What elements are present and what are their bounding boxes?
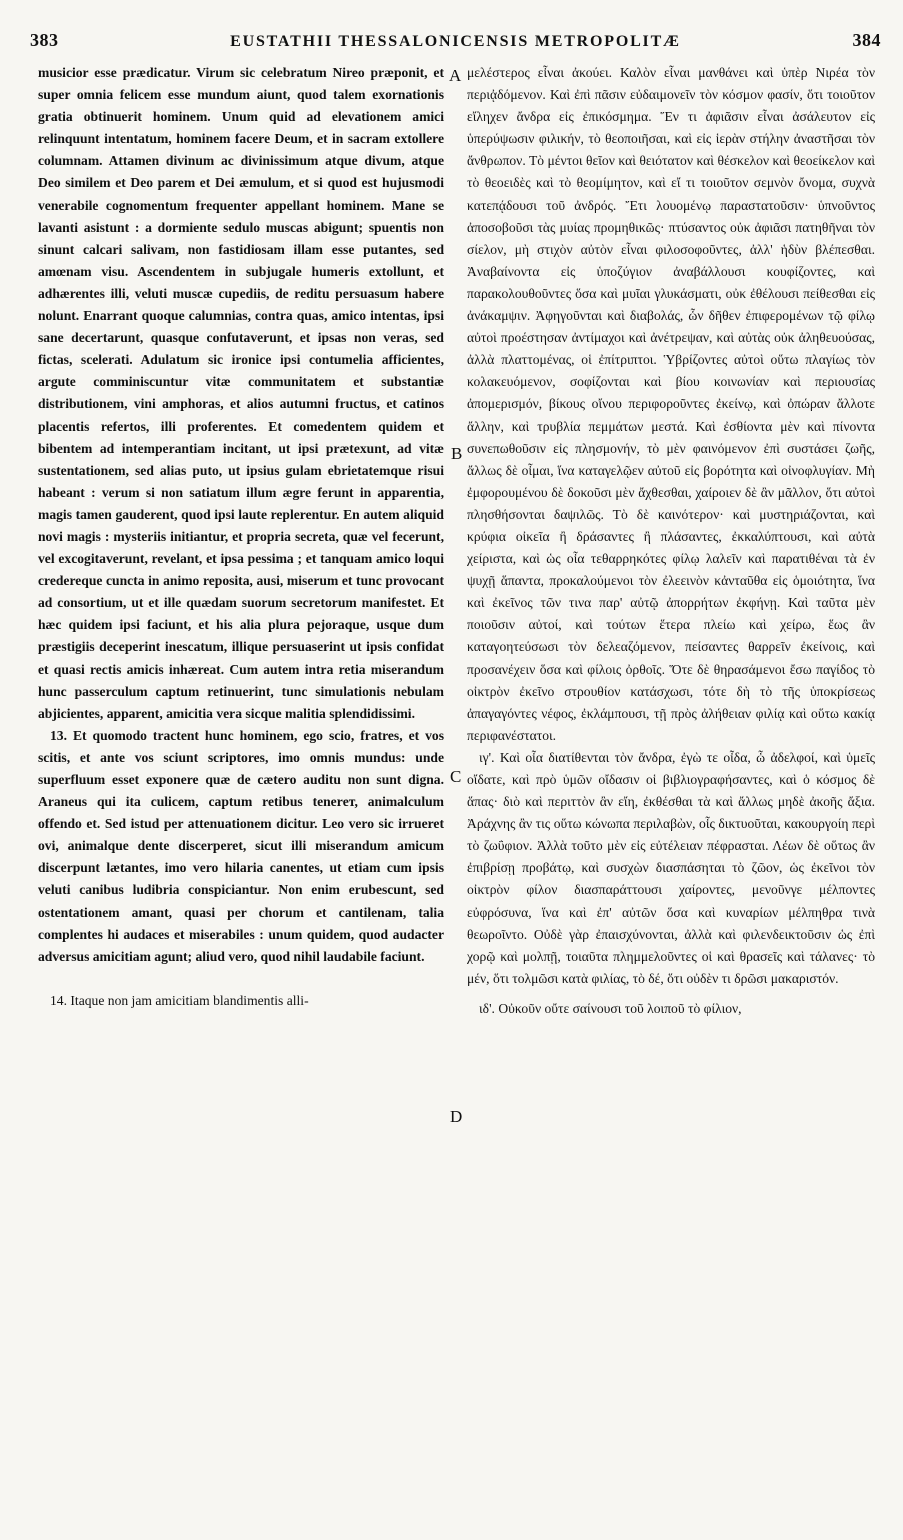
greek-paragraph-13 <box>467 747 875 990</box>
running-title: EUSTATHII THESSALONICENSIS METROPOLITÆ <box>230 33 681 50</box>
latin-paragraph-14-text: Itaque non jam amicitiam blandimentis alli- <box>70 992 309 1008</box>
latin-paragraph-13 <box>38 725 444 968</box>
latin-paragraph-1: musicior esse prædicatur. Virum sic celebratum Nireo præponit, et super omnia felicem esse mundum aiunt, quod talem exornationis gratia obtinuerit hominem. Unum quid ad elevationem amici relinquunt intentatum, hominem facere Deum, et in sacram extollere columnam. Attamen divinum ac divinissimum atque divum, atque Deo similem et Deo parem et Dei æmulum, et si quod est hujusmodi venerabile cognomentum frequenter appellant hominem. Mane se lavanti asistunt : a dormiente sedulo muscas abigunt; spuentis non sinunt calcari salivam, non fastidiosam illam esse putantes, sed amœnam visu. Ascendentem in subjugale humeris extollunt, et adhærentes illi, veluti muscæ cupediis, de reditu persuasum habere nolunt. Enarrant quoque calumnias, contra quas, amico intentas, ipsi sane decertarunt, quasque confutaverunt, et ipsas non veras, sed fictas, scelerati. Adulatum sic ironice ipsi contumelia afficientes, argute comminiscuntur vitæ communitatem et substantiæ distributionem, vini amphoras, et alios autumni fructus, et catinos placentis refertos, illi proferentes. Et comedentem quidem et bibentem ad intemperantiam incitant, ut ipsi prætexunt, ad vitæ sustentationem, sed alias puto, ut ipsius gulam ebrietatemque risui habeant : verum si non satiatum illum ægre ferunt in apparentia, magis tamen gauderent, quod ipsi laute replerentur. En autem aliquid novi magis : mysteriis initiantur, et propria secreta, quæ vel fecerunt, vel excogitaverunt, revelant, et ipsa pessima ; et tanquam amico loqui credereque cuncta in animo reposita, ausi, miserum et tunc provocant ad consortium, ut et ille quædam suorum secretorum manifestet. Et hæc quidem ipsi faciunt, et his alia plura pejoraque, usque dum præstigiis deceperint inescatum, illique persuaserint ut ipsis confidat et quasi rectis amicis inhæreat. Cum autem intra retia miserandum hunc passerculum captum retinuerint, tunc simulationis nebulam abjicientes, apparent, amicitia vera sicque malitia splendidissimi. <box>38 65 444 721</box>
running-header <box>30 30 881 56</box>
greek-section-number-14: ιδ'. <box>479 1000 495 1016</box>
margin-marker-d: D <box>450 1107 463 1126</box>
greek-column <box>467 62 875 1020</box>
page-number-left: 383 <box>30 30 59 50</box>
margin-marker-a: A <box>449 66 462 85</box>
latin-paragraph-13-text: Et quomodo tractent hunc hominem, ego scio, fratres, et vos scitis, et ante vos sciunt scriptores, imo omnis mundus: unde superfluum esset exponere quæ de cætero auditu non sunt digna. Araneus qui ita culicem, captum retibus tenerет, animalculum offendo et. Sed istud per attenuationem dicitur. Leo vero sic irrueret ovi, animalque dente discerperet, sicut illi miserandum amicum discerpunt lætantes, imo vero hilaria canentes, ut etiam cum ipsis veluti canibus ludibria conspiciantur. Non enim erubescunt, sed ostentationem amant, quasi per chorum et cantilenam, talia complentes hi audaces et miserabiles : unum quidem, quod audacter adversus amicitiam agunt; aliud vero, quod nihil laudabile faciunt. <box>38 727 444 964</box>
latin-section-number-14: 14. <box>50 992 67 1008</box>
greek-paragraph-13-text: Καὶ οἷα διατίθενται τὸν ἄνδρα, ἐγὼ τε οἶδα, ὦ ἀδελφοί, καὶ ὑμεῖς οἴδατε, καὶ πρὸ ὑμῶν οἴδασιν οἱ βιβλιογραφήσαντες, καὶ ὁ κόσμος δὲ ἅπας· διὸ καὶ περιττὸν ἂν εἴη, ἐκθέσθαι τὰ καὶ ἄλλως μηδὲ ἀκοῆς ἄξια. Ἀράχνης ἂν τις οὕτω κώνωπα περιλαβὼν, οἷς δικτυοῦται, κακουργοίη περὶ τὸ ζωΰφιον. Ἀλλὰ τοῦτο μὲν εἰς εὐτέλειαν πέφρασται. Λέων δὲ οὕτως ἂν ἐπιβρίσῃ προβάτῳ, καὶ συσχὼν διασπάσηται τὸ ζῶον, ὡς ἐκεῖνοι τὸν οἰκτρὸν φίλον διασπαράττουσι χαίροντες, μενοῦνγε μέλποντες εὐφρόσυνα, ἵνα καὶ ἐπ' αὐτῶν ὅσα καὶ κυναρίων μέλπηθρα τινὰ θεωροῖντο. Οὐδὲ γὰρ ἐπαισχύνονται, ἀλλὰ καὶ φιλενδεικτοῦσιν ὡς ἐπὶ χορῷ καὶ μολπῇ, τοιαῦτα πλημμελοῦντες οἱ καὶ θρασεῖς καὶ τάλανες· τὸ μέν, ὅτι τολμῶσι κατὰ φιλίας, τὸ δέ, ὅτι οὐδὲν τι δρῶσι μακαριστόν. <box>467 749 876 986</box>
page-number-right: 384 <box>852 30 881 50</box>
greek-paragraph-14 <box>467 998 875 1020</box>
greek-paragraph-1: μελέστερος εἶναι ἀκούει. Καλὸν εἶναι μανθάνει καὶ ὑπὲρ Νιρέα τὸν περιᾀδόμενον. Καὶ ἐπὶ πᾶσιν εὐδαιμονεῖν τὸν κόσμον φασίν, ὅτι τοιοῦτον εἴληχεν ἄνδρα εἰς ἐπικόσμημα. Ἕν τι ἀφιᾶσιν εἶναι ἀσάλευτον εἰς ὑπερύψωσιν φιλικήν, τὸ θεοποιῆσαι, καὶ εἰς ἱερὰν στήλην ἀναστῆσαι τὸν ἄνθρωπον. Τὸ μέντοι θεῖον καὶ θειότατον καὶ θέσκελον καὶ θεοείκελον καὶ τὸ θεοειδὲς καὶ τὸ θεομίμητον, καὶ εἴ τι τοιοῦτον σεμνὸν ὄνομα, συχνὰ κατεπᾴδουσι τοῦ ἀνδρός. Ἔτι λουομένῳ παραστατοῦσιν· ὑπνοῦντος ἀποσοβοῦσι τὰς μυίας προμηθικῶς· πτύσαντος οὐκ ἀφιᾶσι πατηθῆναι τὸν σίελον, μὴ στιχὸν αὐτὸν εἶναι φιλοσοφοῦντες, ἀλλ' ἡδὺν βλέπεσθαι. Ἀναβαίνοντα εἰς ὑποζύγιον ἀναβάλλουσι κουφίζοντες, καὶ παρακολουθοῦντες ὅσα καὶ μυῖαι γλυκάσματι, οὐκ ἐθέλουσι πείθεσθαι εἰς ἀνάκαμψιν. Ἀφηγοῦνται καὶ διαβολάς, ὧν δῆθεν ἐπιφερομένων τῷ φίλῳ αὐτοὶ προέστησαν ἀντίμαχοι καὶ ἀνέτρεψαν, καὶ αὐτὰς οὐκ ἀληθευούσας, ἀλλὰ πλαττομένας, οἱ ἐπίτριπτοι. Ὑβρίζοντες αὐτοὶ οὕτω πλαγίως τὸν κολακευόμενον, σοφίζονται καὶ βίου κοινωνίαν καὶ περιουσίας ἀπομερισμόν, βίκους οἴνου περιφοροῦντες ἐκείνῳ, καὶ ὀπώραν ἄλλοτε ἄλλην, καὶ τρυβλία πεμμάτων μεστά. Καὶ ἐσθίοντα μὲν καὶ πίνοντα συνεπωθοῦσιν εἰς πλησμονήν, τὸ μὲν φαινόμενον ἐπὶ συστάσει ζωῆς, ἄλλως δὲ οἶμαι, ἵνα καταγελῷεν αὐτοῦ εἰς βορότητα καὶ οἰνοφλυγίαν. Μὴ ἐμφορουμένου δὲ δοκοῦσι μὲν ἄχθεσθαι, χαίροιεν δὲ ἂν μᾶλλον, ὅτι αὐτοὶ πλησθήσονται δαψιλῶς. Τὸ δὲ καινότερον· καὶ μυστηριάζονται, καὶ κρύφια οἰκεῖα ἢ δράσαντες ἢ πλάσαντες, ἐκκαλύπτουσι, καὶ αὐτὰ χείριστα, καὶ ὡς οἷα τεθαρρηκότες φίλῳ λαλεῖν καὶ παρατιθέναι τὰ ἐν ψυχῇ ἅπαντα, προκαλούμενοι τὸν ἐλεεινὸν κἀνταῦθα εἰς ὁμοιότητα, ἵνα καὶ ἐκεῖνος τῶν τινα παρ' αὐτῷ ἀπορρήτων ἐκφήνῃ. Καὶ ταῦτα μὲν ποιοῦσιν αὐτοί, καὶ τούτων ἕτερα πλείω καὶ χείρω, ἕως ἂν καταγοητεύσωσι τὸν δελεαζόμενον, πείσαντες θαρρεῖν ἐκείνοις, καὶ προσανέχειν ὅσα καὶ φίλοις ὀρθοῖς. Ὅτε δὲ θηρασάμενοι ἔσω παγίδος τὸ οἰκτρὸν ἐκεῖνο στρουθίον κατάσχωσι, τότε δὴ τὸ τῆς ὑποκρίσεως ἀπαγαγόντες νέφος, ἐκλάμπουσι, τῇ πρὸς ἀλήθειαν φιλίᾳ καὶ οὕτω κακίᾳ περιφανέστατοι. <box>467 65 875 743</box>
margin-marker-c: C <box>450 767 462 786</box>
latin-paragraph-14 <box>38 990 444 1012</box>
margin-marker-b: B <box>451 444 463 463</box>
greek-paragraph-14-text: Οὐκοῦν οὔτε σαίνουσι τοῦ λοιποῦ τὸ φίλιον, <box>498 1000 742 1016</box>
latin-section-number-13: 13. <box>50 727 67 743</box>
latin-column <box>38 62 444 1012</box>
greek-section-number-13: ιγ'. <box>479 749 495 765</box>
